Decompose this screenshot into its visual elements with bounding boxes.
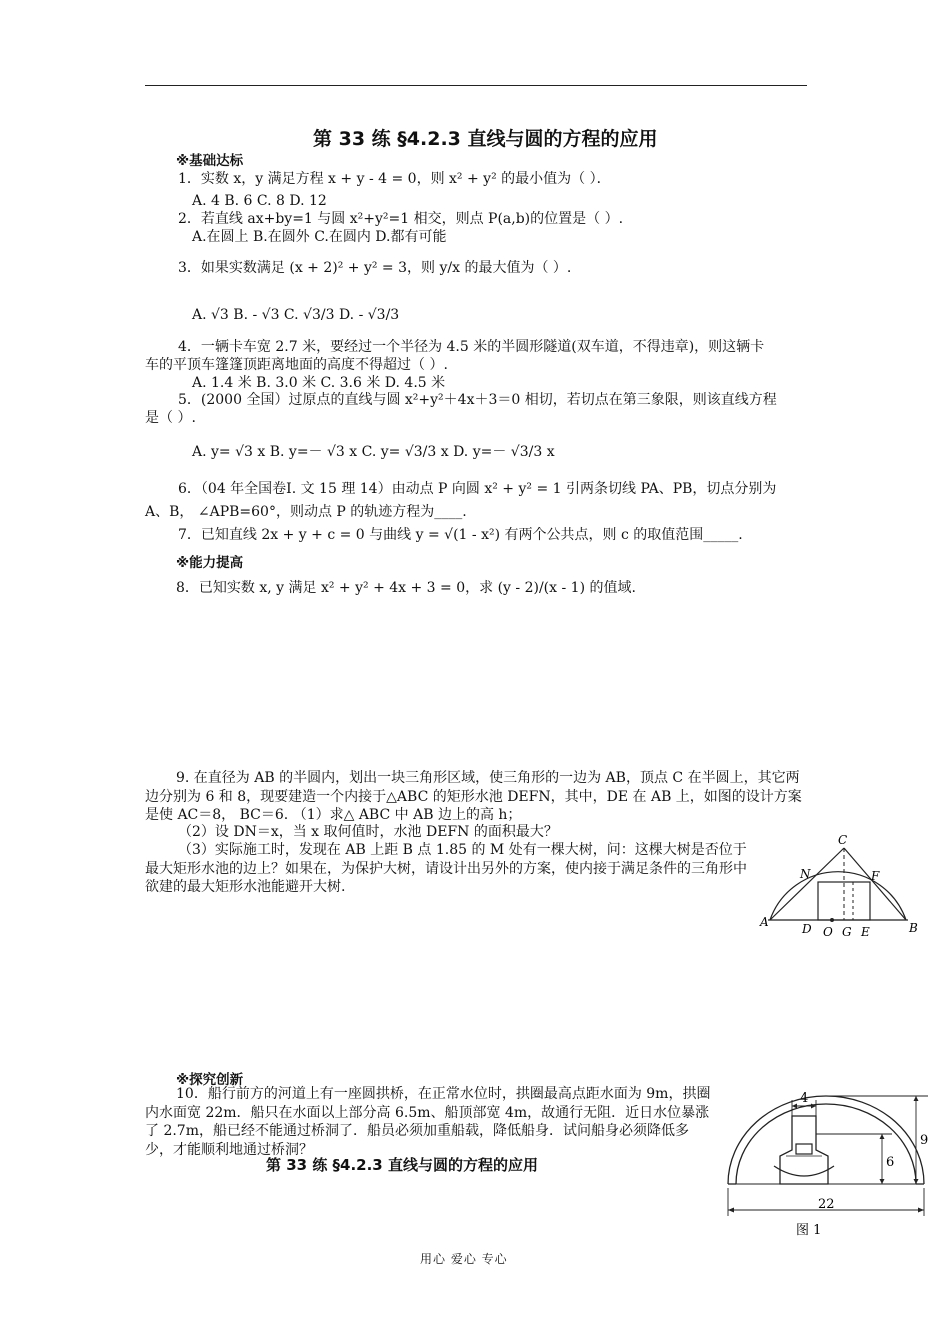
- page-title: 第 33 练 §4.2.3 直线与圆的方程的应用: [313, 128, 658, 150]
- q5-options: A. y= √3 x B. y=－ √3 x C. y= √3/3 x D. y=－ √3/3 x: [192, 444, 555, 460]
- fig9-label-a: A: [760, 915, 769, 929]
- fig9-label-f: F: [871, 869, 880, 883]
- q1-options: A. 4 B. 6 C. 8 D. 12: [192, 193, 327, 209]
- q3-stem: 3．如果实数满足 (x + 2)² + y² = 3，则 y/x 的最大值为（ ）.: [178, 260, 572, 276]
- fig10-dim-9: 9: [920, 1133, 929, 1148]
- q9-paragraph-1: 9. 在直径为 AB 的半圆内，划出一块三角形区域，使三角形的一边为 AB，顶点 C 在半圆上，其它两边分别为 6 和 8，现要建造一个内接于△ABC 的矩形水池 DEFN，其中，DE 在 AB 上，如图的设计方案是使 AC＝8， BC＝6. （1）求△ ABC 中 AB 边上的高 h；: [145, 770, 802, 823]
- q4-options: A. 1.4 米 B. 3.0 米 C. 3.6 米 D. 4.5 米: [192, 375, 446, 391]
- fig9-label-o: O: [823, 925, 833, 939]
- fig9-label-e: E: [861, 925, 870, 939]
- q2-options: A.在圆上 B.在圆外 C.在圆内 D.都有可能: [192, 229, 447, 245]
- section-basic: ※基础达标: [176, 153, 244, 169]
- q6-line1: 6．（04 年全国卷Ⅰ. 文 15 理 14）由动点 P 向圆 x² + y² = 1 引两条切线 PA、PB，切点分别为: [178, 481, 777, 497]
- section-explore: ※探究创新: [176, 1072, 244, 1088]
- fig10-caption: 图 1: [796, 1223, 822, 1238]
- q9-paragraph-3: （3）实际施工时，发现在 AB 上距 B 点 1.85 的 M 处有一棵大树，问：这棵大树是否位于最大矩形水池的边上？如果在，为保护大树，请设计出另外的方案，使内接于满足条件的三角形中欲建的最大矩形水池能避开大树.: [145, 842, 747, 895]
- fig10-dim-top: 4: [800, 1091, 809, 1106]
- fig10-dim-6: 6: [886, 1155, 895, 1170]
- q9-paragraph-2: （2）设 DN＝x，当 x 取何值时，水池 DEFN 的面积最大？: [178, 824, 558, 840]
- q4-line1: 4．一辆卡车宽 2.7 米，要经过一个半径为 4.5 米的半圆形隧道(双车道，不得违章)，则这辆卡: [178, 339, 765, 355]
- header-rule: [145, 85, 807, 86]
- fig9-label-g: G: [842, 925, 852, 939]
- q1-stem: 1．实数 x，y 满足方程 x + y - 4 = 0，则 x² + y² 的最小值为（ ）．: [178, 171, 611, 187]
- q8-stem: 8．已知实数 x, y 满足 x² + y² + 4x + 3 = 0，求 (y - 2)/(x - 1) 的值域.: [176, 580, 636, 596]
- q10-paragraph: 10．船行前方的河道上有一座圆拱桥，在正常水位时，拱圈最高点距水面为 9m，拱圈内水面宽 22m．船只在水面以上部分高 6.5m、船顶部宽 4m，故通行无阻．近日水位暴涨了 2.7m，船已经不能通过桥洞了．船员必须加重船载，降低船身．试问船身必须降低多少，才能顺利地通过桥洞？: [145, 1086, 711, 1158]
- q3-options: A. √3 B. - √3 C. √3/3 D. - √3/3: [192, 307, 400, 323]
- q4-line2: 车的平顶车篷篷顶距离地面的高度不得超过（ ）.: [145, 357, 448, 373]
- q2-stem: 2．若直线 ax+by=1 与圆 x²+y²=1 相交，则点 P(a,b)的位置是（ ）.: [178, 211, 624, 227]
- q7-stem: 7．已知直线 2x + y + c = 0 与曲线 y = √(1 - x²) 有两个公共点，则 c 的取值范围_____.: [178, 527, 743, 543]
- section-ability: ※能力提高: [176, 555, 244, 571]
- fig10-dim-22: 22: [818, 1197, 835, 1212]
- page-footer: 用心 爱心 专心: [420, 1252, 508, 1266]
- figure-arch-bridge: [716, 1082, 938, 1244]
- fig9-label-b: B: [909, 921, 918, 935]
- q6-line2: A、B， ∠APB=60°，则动点 P 的轨迹方程为____.: [145, 504, 467, 520]
- fig9-label-c: C: [838, 833, 848, 847]
- fig9-label-d: D: [802, 922, 812, 936]
- fig9-label-n: N: [800, 867, 811, 881]
- figure-semicircle-triangle: [758, 832, 918, 940]
- q5-line1: 5．(2000 全国）过原点的直线与圆 x²+y²＋4x＋3＝0 相切，若切点在第三象限，则该直线方程: [178, 392, 777, 408]
- page-title-repeat: 第 33 练 §4.2.3 直线与圆的方程的应用: [266, 1156, 538, 1174]
- q5-line2: 是（ ）.: [145, 410, 196, 426]
